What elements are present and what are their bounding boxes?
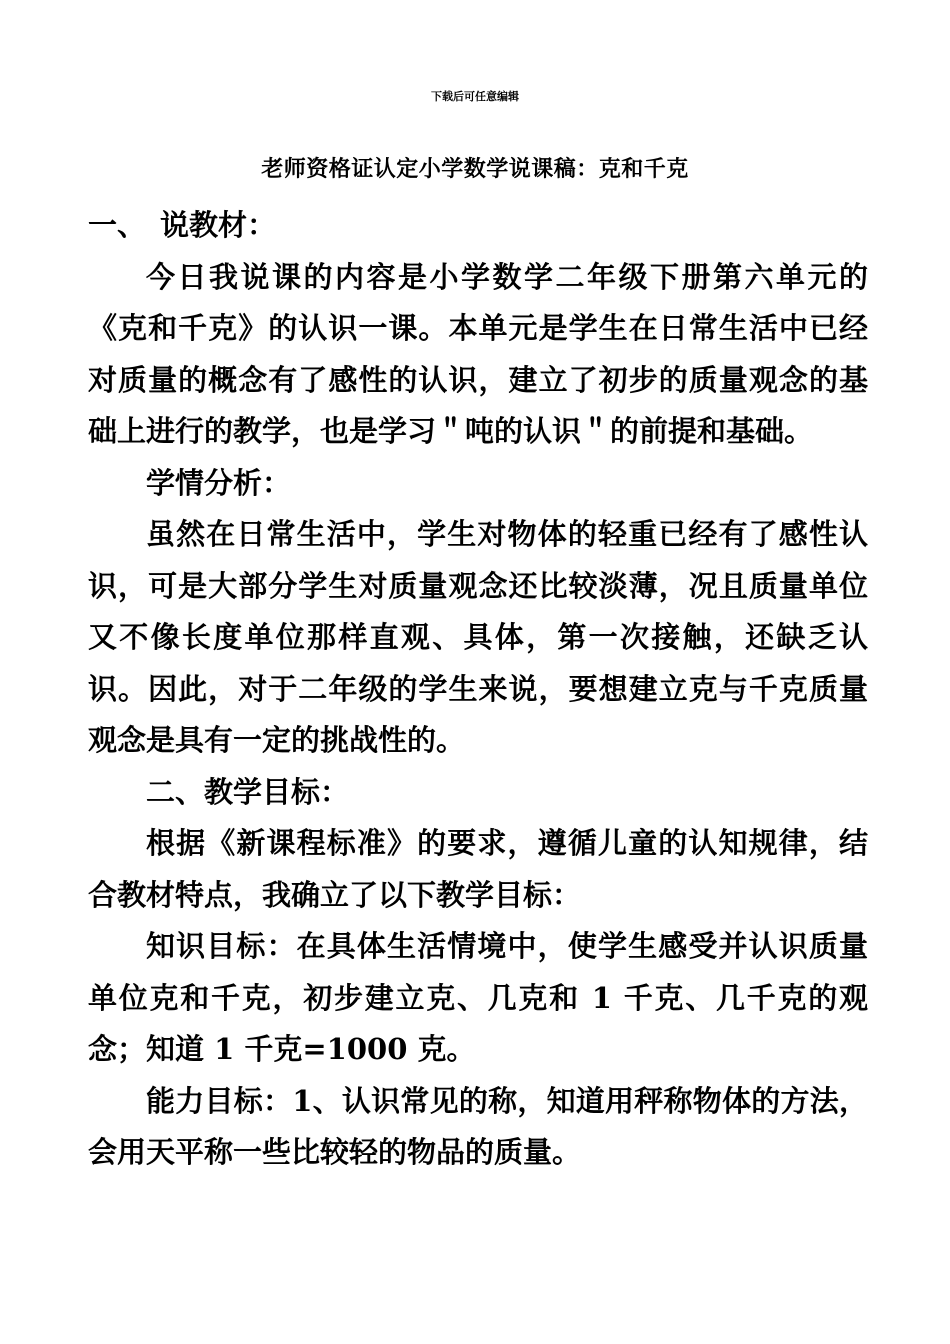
paragraph-textbook: 今日我说课的内容是小学数学二年级下册第六单元的《克和千克》的认识一课。本单元是学生在日常生活中已经对质量的概念有了感性的认识，建立了初步的质量观念的基础上进行的教学，也是学习＂吨的认识＂的前提和基础。 <box>88 259 868 448</box>
paragraph-ability-goal: 能力目标：1、认识常见的称，知道用秤称物体的方法，会用天平称一些比较轻的物品的质量。 <box>88 1083 868 1169</box>
section-heading-text: 说教材： <box>160 208 277 242</box>
heading-teaching-goals: 二、教学目标： <box>146 774 350 809</box>
paragraph-knowledge-goal: 知识目标：在具体生活情境中，使学生感受并认识质量单位克和千克，初步建立克、几克和 1 千克、几千克的观念；知道 1 千克=1000 克。 <box>88 929 868 1066</box>
document-title: 老师资格证认定小学数学说课稿：克和千克 <box>261 156 689 182</box>
heading-learner-analysis: 学情分析： <box>146 465 292 500</box>
document-body <box>88 200 868 1179</box>
paragraph-goals-intro: 根据《新课程标准》的要求，遵循儿童的认知规律，结合教材特点，我确立了以下教学目标： <box>88 826 868 912</box>
header-note: 下载后可任意编辑 <box>431 90 519 103</box>
paragraph-learner-analysis: 虽然在日常生活中，学生对物体的轻重已经有了感性认识，可是大部分学生对质量观念还比较淡薄，况且质量单位又不像长度单位那样直观、具体，第一次接触，还缺乏认识。因此，对于二年级的学生来说，要想建立克与千克质量观念是具有一定的挑战性的。 <box>88 517 868 757</box>
section-number: 一、 <box>88 208 147 242</box>
section-heading-1 <box>88 200 868 252</box>
